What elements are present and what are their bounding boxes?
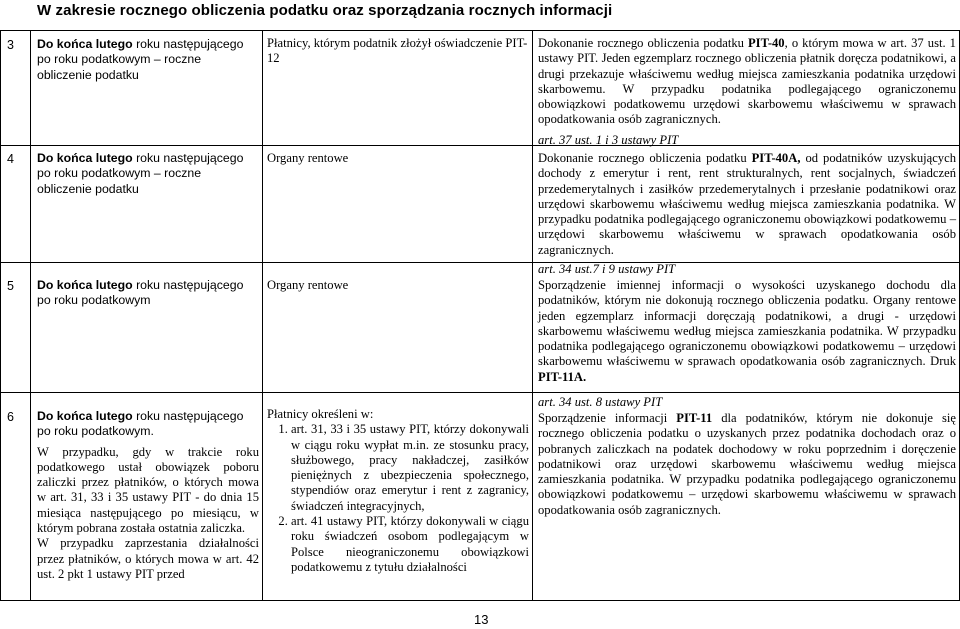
deadline-text: roku następującego po roku podatkowym – roczne obliczenie podatku xyxy=(37,151,244,196)
description-cell: Sporządzenie informacji PIT-11 dla podatników, którym nie dokonuje się rocznego obliczenia podatku o uzyskanych przez podatnika dochodach oraz o pobranych zaliczkach na podatek dochodowy w roku poprzednim i doręczenie podatnikowi oraz urzędowi skarbowemu właściwemu według miejsca zamieszkania podatnika. W przypadku podatnika podlegającego ograniczonemu obowiązkowi podatkowemu – urzędowi skarbowemu właściwemu w sprawach opodatkowania osób zagranicznych. xyxy=(538,411,956,517)
obligor-cell: Organy rentowe xyxy=(267,151,349,165)
row-divider xyxy=(0,392,960,393)
form-code: PIT-40A, xyxy=(751,151,801,165)
deadline-cell xyxy=(37,151,259,197)
list-item: 2. art. 41 ustawy PIT, którzy dokonywali w ciągu roku świadczeń osobom podlegającym w Polsce nieograniczonemu obowiązkowi podatkowemu z tytułu działalności xyxy=(291,514,529,575)
obligor-list xyxy=(267,422,529,575)
legal-reference: art. 34 ust. 8 ustawy PIT xyxy=(538,395,663,409)
deadline-cell xyxy=(37,37,259,83)
form-code: PIT-11 xyxy=(676,411,713,425)
row-number: 4 xyxy=(7,152,14,166)
row-number: 5 xyxy=(7,279,14,293)
column-divider xyxy=(262,30,263,601)
deadline-text: roku następującego po roku podatkowym xyxy=(37,278,244,308)
row-number: 6 xyxy=(7,410,14,424)
description-cell: Dokonanie rocznego obliczenia podatku PIT-40A, od podatników uzyskujących dochody z emerytur i rent, rent strukturalnych, rent socjalnych, świadczeń przedemerytalnych i zasiłków przedemerytalnych i przesłanie podatnikowi oraz urzędowi skarbowemu właściwemu według miejsca zamieszkania podatnika. W przypadku podatnika podlegającego ograniczonemu obowiązkowi podatkowemu – urzędowi skarbowemu właściwemu w sprawach opodatkowania osób zagranicznych. xyxy=(538,151,956,257)
column-divider xyxy=(532,30,533,601)
deadline-exception: W przypadku, gdy w trakcie roku podatkowego ustał obowiązek poboru zaliczki przez płatników, o których mowa w art. 31, 33 i 35 ustawy PIT - do dnia 15 miesiąca następującego po miesiącu, w którym pobrana została ostatnia zaliczka. xyxy=(37,444,259,536)
deadline-cell xyxy=(37,409,259,582)
deadline-bold: Do końca lutego xyxy=(37,409,133,423)
obligor-cell xyxy=(267,407,529,575)
legal-reference: art. 34 ust.7 i 9 ustawy PIT xyxy=(538,262,676,276)
deadline-text: roku następującego po roku podatkowym – roczne obliczenie podatku xyxy=(37,37,244,82)
deadline-text: roku następującego po roku podatkowym. xyxy=(37,409,244,439)
form-code: PIT-40 xyxy=(747,36,785,50)
obligor-cell: Płatnicy, którym podatnik złożył oświadczenie PIT-12 xyxy=(267,36,528,66)
obligor-cell: Organy rentowe xyxy=(267,278,349,292)
deadline-bold: Do końca lutego xyxy=(37,278,133,292)
form-code: PIT-11A. xyxy=(538,369,587,384)
section-title: W zakresie rocznego obliczenia podatku oraz sporządzania rocznych informacji xyxy=(37,2,613,19)
legal-reference: art. 37 ust. 1 i 3 ustawy PIT xyxy=(538,133,679,147)
description-cell: Sporządzenie imiennej informacji o wysokości uzyskanego dochodu dla podatników, którym nie dokonują rocznego obliczenia podatku. Organy rentowe jeden egzemplarz informacji doręczają podatnikowi, a drugi - urzędowi skarbowemu właściwemu według miejsca zamieszkania podatnika. W przypadku podatnika podlegającego ograniczonemu obowiązkowi podatkowemu – urzędowi skarbowemu właściwemu w sprawach opodatkowania osób zagranicznych. Druk PIT-11A. xyxy=(538,278,956,384)
obligor-intro: Płatnicy określeni w: xyxy=(267,407,374,421)
deadline-bold: Do końca lutego xyxy=(37,151,133,165)
list-item: 1. art. 31, 33 i 35 ustawy PIT, którzy dokonywali w ciągu roku wypłat m.in. ze stosunku pracy, służbowego, pracy nakładczej, zasiłków pieniężnych z ubezpieczenia społecznego, stypendiów oraz emerytur i rent z zagranicy, świadczeń integracyjnych, xyxy=(291,422,529,514)
row-number: 3 xyxy=(7,38,14,52)
deadline-cell xyxy=(37,278,259,309)
deadline-exception: W przypadku zaprzestania działalności przez płatników, o których mowa w art. 42 ust. 2 pkt 1 ustawy PIT przed xyxy=(37,536,259,581)
column-divider xyxy=(30,30,31,601)
deadline-bold: Do końca lutego xyxy=(37,37,133,51)
description-cell: Dokonanie rocznego obliczenia podatku PIT-40, o którym mowa w art. 37 ust. 1 ustawy PIT. Jeden egzemplarz rocznego obliczenia płatnik doręcza podatnikowi, a drugi przekazuje właściwemu według miejsca zamieszkania podatnika urzędowi skarbowemu. W przypadku podatnika podlegającego ograniczonemu obowiązkowi podatkowemu urzędowi skarbowemu właściwemu w sprawach opodatkowania osób zagranicznych. xyxy=(538,36,956,127)
table-border-left xyxy=(0,30,1,601)
page-number: 13 xyxy=(474,612,489,627)
